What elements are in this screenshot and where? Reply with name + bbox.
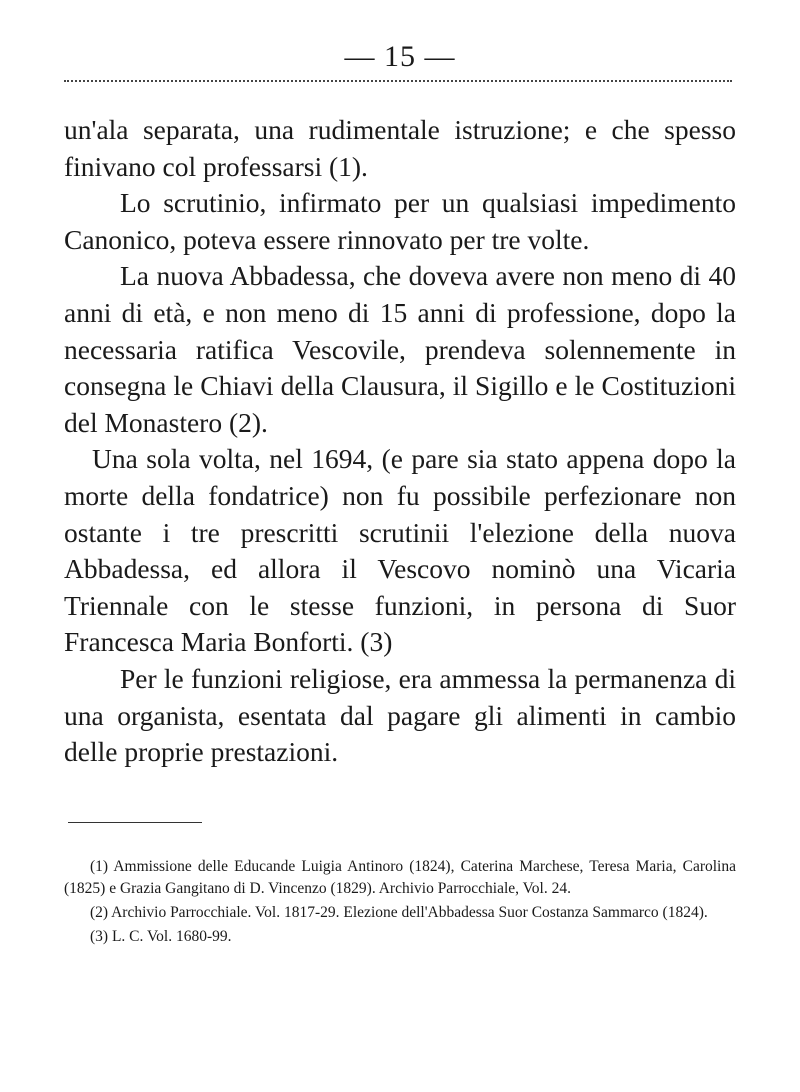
paragraph: Lo scrutinio, infirmato per un qualsiasi impedimento Canonico, poteva essere rinnovato per tre volte. [64,187,736,255]
paragraph: Una sola volta, nel 1694, (e pare sia stato appena dopo la morte della fondatrice) non fu possibile perfezionare non ostante i tre prescritti scrutinii l'elezione della nuova Abbadessa, ed allora il Vescovo nominò una Vicaria Triennale con le stesse funzioni, in persona di Suor Francesca Maria Bonforti. (3) [64,443,736,658]
footnote: (2) Archivio Parrocchiale. Vol. 1817-29. Elezione dell'Abbadessa Suor Costanza Sammarco (1824). [90,904,708,921]
header-dotted-rule [64,80,732,82]
paragraph: La nuova Abbadessa, che doveva avere non meno di 40 anni di età, e non meno di 15 anni di professione, dopo la necessaria ratifica Vescovile, prendeva solennemente in consegna le Chiavi della Clausura, il Sigillo e le Costituzioni del Monastero (2). [64,260,736,438]
footnotes [64,856,736,950]
page-number: — 15 — [344,40,456,73]
footnote-separator [68,822,202,823]
paragraph: Per le funzioni religiose, era ammessa la permanenza di una organista, esentata dal pagare gli alimenti in cambio delle proprie prestazioni. [64,662,736,768]
body-text [64,112,736,771]
footnote: (1) Ammissione delle Educande Luigia Antinoro (1824), Caterina Marchese, Teresa Maria, Carolina (1825) e Grazia Gangitano di D. Vincenzo (1829). Archivio Parrocchiale, Vol. 24. [64,858,736,897]
footnote: (3) L. C. Vol. 1680-99. [90,928,232,945]
paragraph: un'ala separata, una rudimentale istruzione; e che spesso finivano col professarsi (1). [64,114,736,182]
